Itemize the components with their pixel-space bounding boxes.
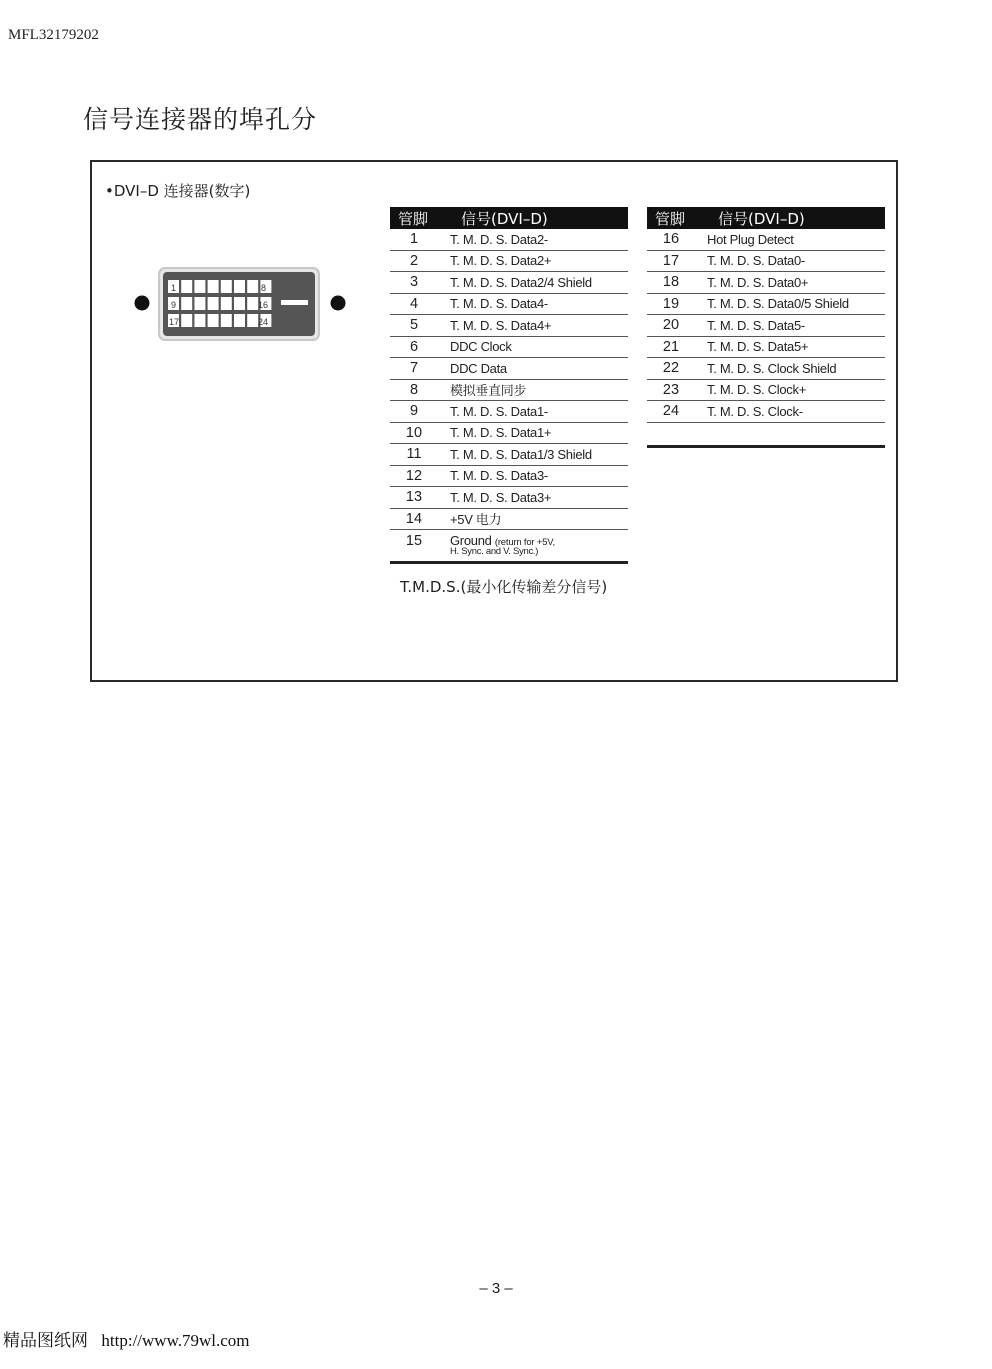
table-row bbox=[390, 229, 628, 251]
table-body bbox=[390, 229, 628, 530]
flat-blade bbox=[281, 300, 308, 305]
pin-signal: T. M. D. S. Data0+ bbox=[707, 274, 809, 290]
pin-signal bbox=[438, 533, 628, 557]
pin-number: 4 bbox=[409, 295, 419, 312]
pin-contact bbox=[208, 297, 219, 310]
pin-table-right bbox=[647, 207, 885, 448]
signal-note: (return for +5V, bbox=[494, 537, 555, 548]
pin-number: 23 bbox=[662, 381, 680, 398]
pin-contact bbox=[221, 280, 232, 293]
table-row bbox=[390, 530, 628, 564]
watermark-site-name: 精品图纸网 bbox=[3, 1331, 88, 1351]
pin-signal: T. M. D. S. Data5+ bbox=[707, 339, 809, 355]
pin-signal: Hot Plug Detect bbox=[707, 231, 794, 247]
pin-contact bbox=[247, 297, 258, 310]
table-row bbox=[647, 251, 885, 273]
pin-contact bbox=[234, 314, 245, 327]
pin-contact bbox=[194, 280, 205, 293]
pin-label-16: 16 bbox=[258, 300, 269, 310]
dvi-connector-diagram bbox=[130, 265, 355, 345]
pin-number: 8 bbox=[409, 381, 419, 398]
pin-number: 6 bbox=[409, 338, 419, 355]
table-row bbox=[390, 251, 628, 273]
pin-signal: T. M. D. S. Clock Shield bbox=[707, 360, 837, 376]
table-row bbox=[390, 380, 628, 402]
document-code: MFL32179202 bbox=[8, 27, 99, 43]
pin-contact bbox=[194, 297, 205, 310]
table-row bbox=[647, 401, 885, 423]
pin-number: 5 bbox=[409, 317, 419, 334]
signal-name: Ground bbox=[450, 533, 492, 548]
pin-signal: T. M. D. S. Clock+ bbox=[707, 382, 806, 398]
pin-contact bbox=[221, 297, 232, 310]
pin-contact bbox=[234, 280, 245, 293]
table-row bbox=[390, 315, 628, 337]
pin-table-left bbox=[390, 207, 628, 564]
table-row bbox=[647, 229, 885, 251]
pin-signal: T. M. D. S. Clock- bbox=[707, 403, 803, 419]
mount-hole-left bbox=[135, 296, 150, 311]
pin-number: 20 bbox=[662, 317, 680, 334]
pin-contact bbox=[247, 314, 258, 327]
pin-number: 16 bbox=[662, 231, 680, 248]
table-row bbox=[390, 294, 628, 316]
table-row bbox=[390, 423, 628, 445]
table-row bbox=[390, 337, 628, 359]
pin-number: 11 bbox=[406, 446, 422, 463]
pin-signal: T. M. D. S. Data1+ bbox=[450, 425, 552, 441]
table-row bbox=[647, 337, 885, 359]
pin-number: 22 bbox=[662, 360, 680, 377]
header-pin: 管脚 bbox=[655, 209, 686, 228]
table-body bbox=[647, 229, 885, 423]
page-title: 信号连接器的埠孔分 bbox=[83, 105, 318, 134]
pin-contact bbox=[247, 280, 258, 293]
pin-label-24: 24 bbox=[258, 317, 269, 327]
pin-number: 7 bbox=[409, 360, 419, 377]
pin-signal: T. M. D. S. Data1- bbox=[450, 403, 548, 419]
pin-number: 19 bbox=[662, 295, 680, 312]
pin-contact bbox=[234, 297, 245, 310]
table-row bbox=[647, 358, 885, 380]
pin-number: 10 bbox=[405, 424, 423, 441]
table-row bbox=[647, 315, 885, 337]
mount-hole-right bbox=[331, 296, 346, 311]
header-signal: 信号(DVI–D) bbox=[461, 209, 548, 228]
pin-signal: T. M. D. S. Data1/3 Shield bbox=[450, 446, 592, 462]
pin-signal: T. M. D. S. Data5- bbox=[707, 317, 805, 333]
pin-number: 24 bbox=[662, 403, 680, 420]
pin-number: 21 bbox=[662, 338, 680, 355]
pin-number: 17 bbox=[662, 252, 680, 269]
header-signal: 信号(DVI–D) bbox=[718, 209, 805, 228]
pin-signal: T. M. D. S. Data0/5 Shield bbox=[707, 296, 849, 312]
table-end-rule bbox=[647, 445, 885, 448]
table-row bbox=[647, 294, 885, 316]
pin-signal: T. M. D. S. Data4+ bbox=[450, 317, 552, 333]
pin-signal: T. M. D. S. Data2+ bbox=[450, 253, 552, 269]
table-row bbox=[390, 509, 628, 531]
pin-signal: T. M. D. S. Data2- bbox=[450, 231, 548, 247]
pin-signal: T. M. D. S. Data4- bbox=[450, 296, 548, 312]
section-label: •DVI–D 连接器(数字) bbox=[105, 182, 251, 200]
pin-number: 1 bbox=[409, 231, 419, 248]
pin-signal: DDC Clock bbox=[450, 339, 512, 355]
pin-contact bbox=[181, 314, 192, 327]
table-row bbox=[390, 487, 628, 509]
pin-contact bbox=[208, 314, 219, 327]
pin-label-17: 17 bbox=[169, 317, 180, 327]
pin-label-1: 1 bbox=[171, 283, 177, 293]
table-header bbox=[647, 207, 885, 229]
pin-contact bbox=[194, 314, 205, 327]
pin-signal: 模拟垂直同步 bbox=[450, 383, 527, 399]
table-row bbox=[647, 380, 885, 402]
page-number: – 3 – bbox=[479, 1280, 513, 1297]
pin-number: 9 bbox=[409, 403, 419, 420]
table-row bbox=[390, 444, 628, 466]
pin-number: 15 bbox=[405, 533, 423, 549]
pin-signal: DDC Data bbox=[450, 360, 507, 376]
table-row bbox=[647, 272, 885, 294]
pin-signal: T. M. D. S. Data2/4 Shield bbox=[450, 274, 592, 290]
signal-note-line2: H. Sync. and V. Sync.) bbox=[450, 546, 539, 557]
table-header bbox=[390, 207, 628, 229]
pin-number: 14 bbox=[405, 510, 423, 527]
table-row bbox=[390, 358, 628, 380]
table-row bbox=[390, 272, 628, 294]
pin-contact bbox=[181, 280, 192, 293]
pin-number: 3 bbox=[409, 274, 419, 291]
pin-signal: T. M. D. S. Data0- bbox=[707, 253, 805, 269]
pin-number: 2 bbox=[409, 252, 419, 269]
pin-contact bbox=[208, 280, 219, 293]
pin-number: 18 bbox=[662, 274, 680, 291]
pin-signal: T. M. D. S. Data3+ bbox=[450, 489, 552, 505]
pin-number: 13 bbox=[405, 489, 423, 506]
pin-signal: T. M. D. S. Data3- bbox=[450, 468, 548, 484]
pin-number: 12 bbox=[405, 467, 423, 484]
pin-label-8: 8 bbox=[261, 283, 267, 293]
pin-signal: +5V 电力 bbox=[450, 512, 502, 528]
table-row bbox=[390, 466, 628, 488]
header-pin: 管脚 bbox=[398, 209, 429, 228]
table-row bbox=[390, 401, 628, 423]
watermark bbox=[3, 1326, 250, 1351]
pin-contact bbox=[181, 297, 192, 310]
pin-contact bbox=[221, 314, 232, 327]
pin-label-9: 9 bbox=[171, 300, 177, 310]
tmds-footnote: T.M.D.S.(最小化传输差分信号) bbox=[400, 578, 608, 596]
watermark-url[interactable]: http://www.79wl.com bbox=[101, 1331, 250, 1350]
